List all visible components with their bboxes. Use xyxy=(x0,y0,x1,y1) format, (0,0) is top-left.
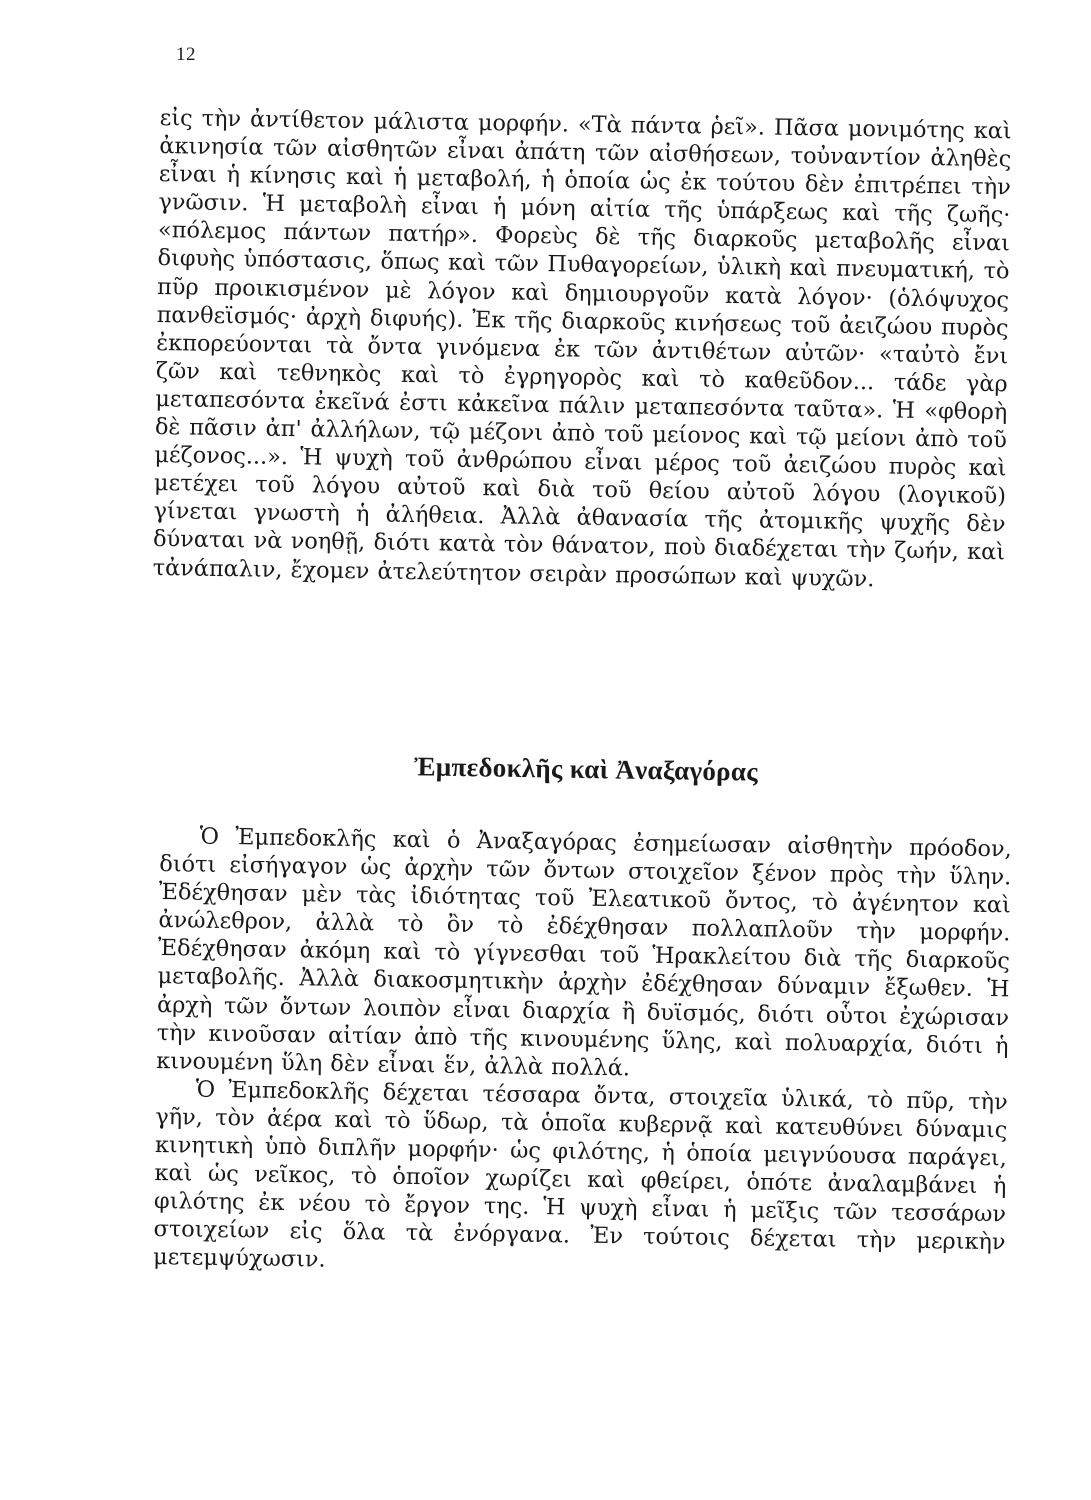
body-paragraph: Ὁ Ἐμπεδοκλῆς καὶ ὁ Ἀναξαγόρας ἐσημείωσαν αἰσθητὴν πρόοδον, διότι εἰσήγαγον ὡς ἀρχὴν τῶν ὄντων στοιχεῖον ξένον πρὸς τὴν ὕλην. Ἐδέχθησαν μὲν τὰς ἰδιότητας τοῦ Ἐλεατικοῦ ὄντος, τὸ ἀγένητον καὶ ἀνώλεθρον, ἀλλὰ τὸ ὂν τὸ ἐδέχθησαν πολλαπλοῦν τὴν μορφήν. Ἐδέχθησαν ἀκόμη καὶ τὸ γίγνεσθαι τοῦ Ἡρακλείτου διὰ τῆς διαρκοῦς μεταβολῆς. Ἀλλὰ διακοσμητικὴν ἀρχὴν ἐδέχθησαν δύναμιν ἔξωθεν. Ἡ ἀρχὴ τῶν ὄντων λοιπὸν εἶναι διαρχία ἢ δυϊσμός, διότι οὗτοι ἐχώρισαν τὴν κινοῦσαν αἰτίαν ἀπὸ τῆς κινουμένης ὕλης, καὶ πολυαρχία, διότι ἡ κινουμένη ὕλη δὲν εἶναι ἕν, ἀλλὰ πολλά. xyxy=(156,823,1012,1082)
heraclitus-text-block xyxy=(152,104,1011,595)
body-paragraph: εἰς τὴν ἀντίθετον μάλιστα μορφήν. «Τὰ πάντα ῥεῖ». Πᾶσα μονιμότης καὶ ἀκινησία τῶν αἰσθητῶν εἶναι ἀπάτη τῶν αἰσθήσεων, τοὐναντίον ἀληθὲς εἶναι ἡ κίνησις καὶ ἡ μεταβολή, ἡ ὁποία ὡς ἐκ τούτου δὲν ἐπιτρέπει τὴν γνῶσιν. Ἡ μεταβολὴ εἶναι ἡ μόνη αἰτία τῆς ὑπάρξεως καὶ τῆς ζωῆς· «πόλεμος πάντων πατήρ». Φορεὺς δὲ τῆς διαρκοῦς μεταβολῆς εἶναι διφυὴς ὑπόστασις, ὅπως καὶ τῶν Πυθαγορείων, ὑλικὴ καὶ πνευματική, τὸ πῦρ προικισμένον μὲ λόγον καὶ δημιουργοῦν κατὰ λόγον· (ὁλόψυχος πανθεϊσμός· ἀρχὴ διφυής). Ἐκ τῆς διαρκοῦς κινήσεως τοῦ ἀειζώου πυρὸς ἐκπορεύονται τὰ ὄντα γινόμενα ἐκ τῶν ἀντιθέτων αὐτῶν· «ταὐτὸ ἔνι ζῶν καὶ τεθνηκὸς καὶ τὸ ἐγρηγορὸς καὶ τὸ καθεῦδον... τάδε γὰρ μεταπεσόντα ἐκεῖνά ἐστι κἀκεῖνα πάλιν μεταπεσόντα ταῦτα». Ἡ «φθορὴ δὲ πᾶσιν ἀπ' ἀλλήλων, τῷ μέζονι ἀπὸ τοῦ μείονος καὶ τῷ μείονι ἀπὸ τοῦ μέζονος...». Ἡ ψυχὴ τοῦ ἀνθρώπου εἶναι μέρος τοῦ ἀειζώου πυρὸς καὶ μετέχει τοῦ λόγου αὐτοῦ καὶ διὰ τοῦ θείου αὐτοῦ λόγου (λογικοῦ) γίνεται γνωστὴ ἡ ἀλήθεια. Ἀλλὰ ἀθανασία τῆς ἀτομικῆς ψυχῆς δὲν δύναται νὰ νοηθῇ, διότι κατὰ τὸν θάνατον, ποὺ διαδέχεται τὴν ζωήν, καὶ τἀνάπαλιν, ἔχομεν ἀτελεύτητον σειρὰν προσώπων καὶ ψυχῶν. xyxy=(152,104,1012,592)
empedocles-text-block xyxy=(153,822,1012,1285)
section-heading: Ἐμπεδοκλῆς καὶ Ἀναξαγόρας xyxy=(413,751,759,787)
page-number: 12 xyxy=(176,44,196,65)
body-paragraph: Ὁ Ἐμπεδοκλῆς δέχεται τέσσαρα ὄντα, στοιχεῖα ὑλικά, τὸ πῦρ, τὴν γῆν, τὸν ἀέρα καὶ τὸ ὕδωρ, τὰ ὁποῖα κυβερνᾷ καὶ κατευθύνει δύναμις κινητικὴ ὑπὸ διπλῆν μορφήν· ὡς φιλότης, ἡ ὁποία μειγνύουσα παράγει, καὶ ὡς νεῖκος, τὸ ὁποῖον χωρίζει καὶ φθείρει, ὁπότε ἀναλαμβάνει ἡ φιλότης ἐκ νέου τὸ ἔργον της. Ἡ ψυχὴ εἶναι ἡ μεῖξις τῶν τεσσάρων στοιχείων εἰς ὅλα τὰ ἐνόργανα. Ἐν τούτοις δέχεται τὴν μερικὴν μετεμψύχωσιν. xyxy=(152,1076,1008,1274)
